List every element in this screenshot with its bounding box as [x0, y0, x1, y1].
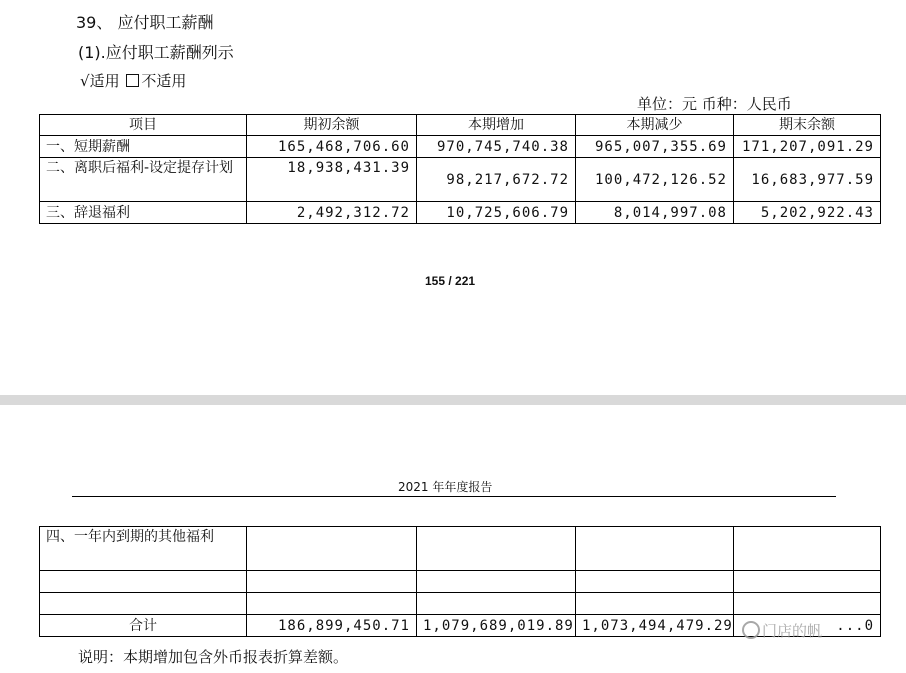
header-decrease: 本期减少: [576, 115, 734, 136]
report-header: 2021 年年度报告: [398, 480, 493, 494]
table-row: [40, 527, 881, 571]
cell-value: [576, 571, 734, 593]
row-label: [40, 593, 247, 615]
cell-value: [247, 593, 417, 615]
watermark-text: 门店的帆: [762, 622, 823, 640]
wechat-icon: [742, 621, 760, 639]
unit-currency-line: 单位：元 币种：人民币: [637, 95, 792, 113]
cell-value: 165,468,706.60: [247, 136, 417, 158]
total-decrease: 1,073,494,479.29: [576, 615, 734, 637]
table-row: [40, 593, 881, 615]
cell-value: 965,007,355.69: [576, 136, 734, 158]
cell-value: 18,938,431.39: [247, 158, 417, 202]
cell-value: [417, 593, 576, 615]
not-applicable-label: 不适用: [141, 72, 187, 90]
table-header-row: [40, 115, 881, 136]
cell-value: 2,492,312.72: [247, 202, 417, 224]
cell-value: [417, 571, 576, 593]
cell-value: 100,472,126.52: [576, 158, 734, 202]
cell-value: 5,202,922.43: [734, 202, 881, 224]
table-row: [40, 136, 881, 158]
header-increase: 本期增加: [417, 115, 576, 136]
section-heading: 39、 应付职工薪酬: [76, 13, 214, 32]
page-separator: [0, 395, 906, 405]
cell-value: 10,725,606.79: [417, 202, 576, 224]
cell-value: [734, 571, 881, 593]
cell-value: [576, 593, 734, 615]
row-label: 三、辞退福利: [40, 202, 247, 224]
cell-value: 8,014,997.08: [576, 202, 734, 224]
header-closing-balance: 期末余额: [734, 115, 881, 136]
table-row: [40, 202, 881, 224]
cell-value: [417, 527, 576, 571]
watermark: [742, 620, 822, 641]
total-label: 合计: [40, 615, 247, 637]
table-row: [40, 158, 881, 202]
section-subheading: (1).应付职工薪酬列示: [78, 43, 234, 62]
table-row: [40, 571, 881, 593]
cell-value: 970,745,740.38: [417, 136, 576, 158]
total-opening-balance: 186,899,450.71: [247, 615, 417, 637]
header-opening-balance: 期初余额: [247, 115, 417, 136]
applicable-checkmark: √: [80, 72, 90, 90]
row-label: 四、一年内到期的其他福利: [40, 527, 247, 571]
header-item: 项目: [40, 115, 247, 136]
total-increase: 1,079,689,019.89: [417, 615, 576, 637]
applicable-label: 适用: [89, 72, 120, 90]
cell-value: [734, 593, 881, 615]
empty-checkbox-icon: [126, 74, 139, 87]
cell-value: 171,207,091.29: [734, 136, 881, 158]
payroll-table: [39, 114, 881, 224]
row-label: 二、离职后福利-设定提存计划: [40, 158, 247, 202]
total-closing-balance: ...0: [734, 615, 881, 637]
cell-value: [734, 527, 881, 571]
table-note: 说明：本期增加包含外币报表折算差额。: [78, 648, 349, 666]
row-label: [40, 571, 247, 593]
cell-value: [247, 571, 417, 593]
cell-value: [576, 527, 734, 571]
cell-value: [247, 527, 417, 571]
page-number: 155 / 221: [425, 274, 476, 288]
header-rule: [72, 496, 836, 497]
row-label: 一、短期薪酬: [40, 136, 247, 158]
applicability-row: [80, 70, 186, 91]
cell-value: 16,683,977.59: [734, 158, 881, 202]
cell-value: 98,217,672.72: [417, 158, 576, 202]
